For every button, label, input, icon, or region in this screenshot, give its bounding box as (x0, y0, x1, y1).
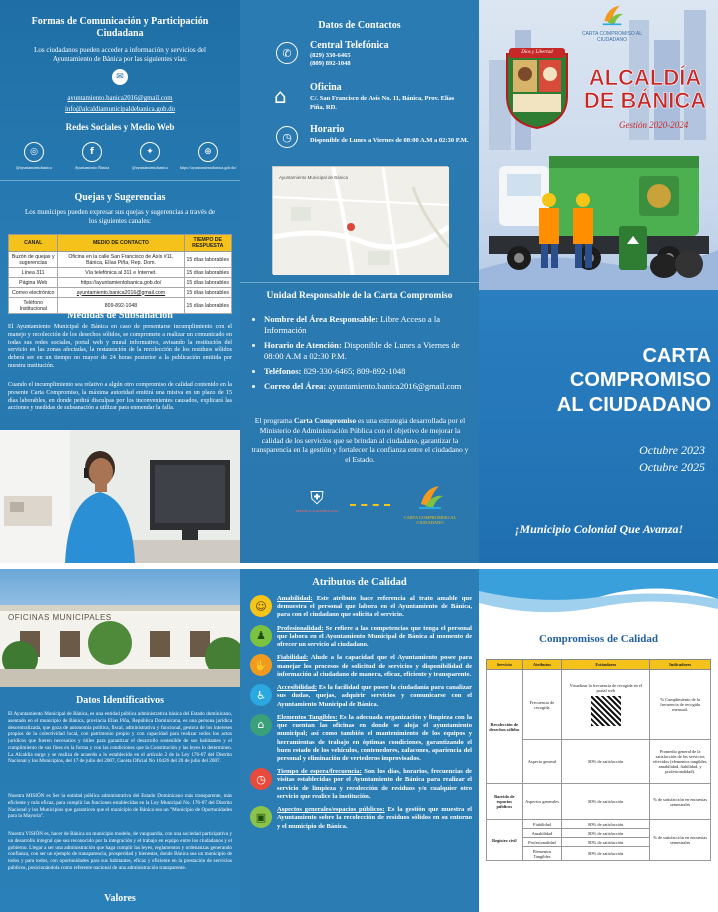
building-photo (0, 569, 240, 687)
panel-quality (479, 569, 718, 912)
contact-cell: ayuntamiento.banica2016@gmail.com (58, 288, 184, 298)
attribute-text: Aspectos generales/espacios públicos: Es la gestión que muestra el Ayuntamiento sobre la recolección de residuos sólidos en su entorno y el municipio de Bánica. (277, 806, 472, 830)
carta-logo-icon (599, 4, 625, 26)
social-item-twitter[interactable] (122, 142, 178, 170)
accessibility-icon: ♿ (250, 684, 272, 706)
municipal-seal (499, 48, 575, 130)
remedy-text-1: El Ayuntamiento Municipal de Bánica en caso de presentarse incumplimiento con el manejo y recolección de los desechos sólidos, se compromete a realizar un comunicado en todas sus redes sociales, portal web y mural informativo, avisando la restitución del servicio en las zonas afectadas, la restauración de la recolección de los residuos sólidos deberá ser en un tiempo no mayor de 24 horas posterior a la publicación emitida por nuestra institución. (8, 324, 232, 369)
attribute-name: Elementos Tangibles: (277, 713, 338, 721)
attribute-name: Tiempo de espera/frecuencia: (277, 768, 362, 776)
clock-icon: ◷ (276, 126, 298, 148)
standard-cell: 80% de satisfacción (562, 829, 650, 838)
indicator-cell: % de satisfacción en encuestas semestrales (650, 784, 711, 820)
attribute-name: Amabilidad: (277, 595, 313, 602)
wave-decoration (479, 569, 718, 629)
channel-cell: Correo electrónico (9, 288, 58, 298)
standard-cell: 80% de satisfacción (562, 784, 650, 820)
social-item-instagram[interactable] (6, 142, 62, 170)
truck-illustration (479, 136, 718, 296)
quality-header: Servicio (487, 660, 523, 670)
attribute-row (250, 654, 472, 679)
attribute-cell: Amabilidad (522, 829, 562, 838)
channels-header: TIEMPO DE RESPUESTA (184, 235, 231, 252)
attribute-cell: Elementos Tangibles (522, 847, 562, 861)
office-title: Oficina (310, 82, 342, 93)
identification-text-1: El Ayuntamiento Municipal de Bánica, es una entidad pública administrativa básica del Estado dominicano, asentado en el municipio de Bánica, provincia Elías Piña, República Dominicana, es una persona jurídica descentralizada, que goza de autonomía política, fiscal, administrativa y funcional, gestora de los intereses propios de la colectividad local, con patrimonio propio y con capacidad para realizar todos los actos jurídicos que fueren necesarios y útiles para garantizar el desarrollo sostenible de sus habitantes y el cumplimiento de sus fines en la forma y con las condiciones que la Constitución y las leyes lo determinen. La Alcaldía surge y se realiza de acuerdo a lo establecido en el artículo 2 de la Ley 176-07 del Distrito Nacional y los Municipios, del 17 de julio del 2007, Gaceta Oficial No 10426 del 20 de julio del 2007. (8, 711, 232, 765)
unit-value: Disponible de Lunes a Viernes de 08:00 A.M a 02:30 P.M. (264, 340, 460, 361)
service-cell: Barrido de espacios públicos (487, 784, 523, 820)
unit-label: Teléfonos: (264, 366, 302, 376)
channels-header: MEDIO DE CONTACTO (58, 235, 184, 252)
panel-cover (479, 0, 718, 563)
phone-number-1[interactable]: (829) 330-6465 (310, 52, 351, 59)
map-label: Ayuntamiento Municipal de Bánica (279, 175, 348, 180)
standard-cell: 80% de satisfacción (562, 847, 650, 861)
clock-icon: ◷ (250, 768, 272, 790)
municipal-building-illustration (0, 569, 240, 687)
table-row (9, 268, 232, 278)
unit-label: Correo del Área: (264, 381, 327, 391)
contact-cell: Vía telefónica al 311 e Internet. (58, 268, 184, 278)
instagram-label: @ayuntamientobanica (16, 165, 52, 170)
qr-code-icon[interactable] (591, 696, 621, 726)
standard-cell: 80% de satisfacción (562, 838, 650, 847)
attributes-title: Atributos de Calidad (312, 577, 407, 588)
indicator-cell: % Cumplimiento de la frecuencia de recogida mensual. (650, 670, 711, 740)
building-sign: OFICINAS MUNICIPALES (8, 613, 112, 622)
panel-identification (0, 569, 240, 912)
program-text: El programa Carta Compromiso es una estrategia desarrollada por el Ministerio de Administración Pública con el objetivo de mejorar la calidad de los servicios que se brindan al ciudadano, garantizar la transparencia en la gestión y fortalecer la confianza entre el ciudadano y el Estado. (251, 416, 469, 464)
phone-block (310, 40, 470, 67)
carta-logo-icon (415, 484, 445, 510)
table-row (9, 252, 232, 268)
attribute-cell: Profesionalidad (522, 838, 562, 847)
channel-cell: Página Web (9, 278, 58, 288)
unit-value: Libre Acceso a la Información (264, 314, 441, 335)
attribute-cell: Aspectos generales (522, 784, 562, 820)
office-address: C/. San Francisco de Asís No. 11, Bánica, Prov. Elías Piña, RD. (310, 95, 455, 111)
table-row (487, 670, 711, 740)
cover-title (489, 344, 711, 417)
unit-label: Nombre del Área Responsable: (264, 314, 379, 324)
list-item (264, 381, 472, 392)
date-end: Octubre 2025 (639, 460, 705, 475)
cover-slogan: ¡Municipio Colonial Que Avanza! (514, 522, 684, 536)
republic-seal (295, 488, 339, 528)
attribute-text: Tiempo de espera/frecuencia: Son los días, horarios, frecuencias de visitas establecidas por el Ayuntamiento de Bánica para realizar el servicio de limpieza y recolección de residuos y/o cualquier otro servicio que realice la institución. (277, 768, 472, 800)
program-bold: Carta Compromiso (293, 416, 357, 425)
attribute-name: Accesibilidad: (277, 684, 317, 692)
attributes-list (250, 595, 472, 836)
service-cell: Recolección de desechos sólidos (487, 670, 523, 784)
web-label: https://ayuntamientobanica.gob.do/ (180, 165, 237, 170)
phone-icon: ✆ (276, 42, 300, 66)
complaints-text: Los munícipes pueden expresar sus quejas y sugerencias a través de los siguientes canales: (24, 208, 216, 225)
seal-illustration (499, 48, 575, 130)
attribute-name: Profesionalidad: (277, 624, 324, 632)
time-cell: 15 días laborables (184, 252, 231, 268)
attribute-cell: Fiabilidad (522, 820, 562, 829)
time-cell: 15 días laborables (184, 298, 231, 314)
carta-logo-label: CARTA COMPROMISO AL CIUDADANO (581, 31, 643, 43)
contact-cell: https://ayuntamientobanica.gob.do/ (58, 278, 184, 288)
location-map[interactable] (272, 166, 448, 274)
cover-dates (579, 442, 705, 477)
attribute-text: Profesionalidad: Se refiere a las competencias que tenga el personal que labora en el Ayuntamiento Municipal de Bánica al momento de ofrecer un servicio al ciudadano. (277, 624, 472, 649)
unit-title: Unidad Responsable de la Carta Compromiso (266, 291, 453, 301)
brochure-inside (0, 563, 718, 912)
divider (240, 282, 479, 283)
email-icon: ✉ (112, 69, 128, 85)
standard-cell: 80% de satisfacción (562, 740, 650, 784)
complaints-title: Quejas y Sugerencias (74, 192, 166, 203)
email-link-2[interactable]: info@alcaldiamunicipaldebanica.gob.do (64, 106, 176, 113)
indicator-cell: % de satisfacción en encuestas semestrales (650, 820, 711, 861)
time-cell: 15 días laborables (184, 288, 231, 298)
web-icon: ⊕ (198, 142, 218, 162)
smiley-icon: ☺ (250, 595, 272, 617)
contacts-title: Datos de Contactos (318, 20, 401, 31)
gestion-label: Gestión 2020-2024 (619, 120, 689, 130)
channel-cell: Teléfono Institucional (9, 298, 58, 314)
shield-icon: ⛨ (310, 488, 324, 509)
quality-title: Compromisos de Calidad (539, 633, 658, 645)
table-row (487, 820, 711, 829)
time-cell: 15 días laborables (184, 268, 231, 278)
quality-header: Indicadores (650, 660, 711, 670)
unit-value: 829-330-6465; 809-892-1048 (303, 366, 406, 376)
facebook-label: Ayuntamiento Bánica (74, 165, 110, 170)
phone-number-2[interactable]: (809) 892-1048 (310, 60, 351, 67)
hours-block (310, 124, 470, 146)
panel-contacts (240, 0, 479, 563)
carta-logo-top (577, 4, 647, 43)
attribute-text: Fiabilidad: Alude a la capacidad que el Ayuntamiento posee para manejar los procesos de solicitud de servicios y disponibilidad de información al ciudadano de manera, eficaz, eficiente y transparente. (277, 654, 472, 678)
communication-text: Los ciudadanos pueden acceder a información y servicios del Ayuntamiento de Bánica por las siguientes vías: (34, 46, 206, 63)
attribute-row (250, 595, 472, 620)
twitter-icon: ✦ (140, 142, 160, 162)
facebook-icon: f (82, 142, 102, 162)
indicator-cell: Promedio general de la satisfacción de los servicios ofrecidos (elementos tangibles, amabilidad, fiabilidad, y profesionalidad). (650, 740, 711, 784)
wave-illustration (479, 569, 718, 629)
list-item (264, 366, 472, 377)
list-item (264, 314, 472, 336)
contact-cell: Oficina en la calle San Francisco de Asís #11, Bánica, Elías Piña, Rep. Dom. (58, 252, 184, 268)
attribute-name: Aspectos generales/espacios públicos: (277, 806, 385, 814)
attribute-row (250, 684, 472, 709)
table-row (487, 784, 711, 820)
table-row (9, 278, 232, 288)
identification-title: Datos Identificativos (75, 695, 165, 706)
table-row (9, 288, 232, 298)
channel-cell: Buzón de quejas y sugerencias (9, 252, 58, 268)
phone-title: Central Telefónica (310, 40, 389, 51)
tangible-icon: ⌂ (250, 714, 272, 736)
remedy-text-2: Cuando el incumplimiento sea relativo a algún otro compromiso de calidad contenido en la presente Carta Compromiso, la máxima autoridad emitirá una misiva en un plazo de 15 días laborables, en donde pedirá disculpas por los inconvenientes causados, explicará las acciones y medidas de subsanación a utilizar para enmendar la falla. (8, 382, 232, 412)
unit-list (264, 314, 472, 396)
values-title: Valores (104, 893, 136, 904)
cover-title-line-2: COMPROMISO (569, 369, 711, 392)
channels-table (8, 234, 232, 314)
standard-cell: Visualizar la frecuencia de recogida en el portal web (562, 670, 650, 740)
cover-title-line-3: AL CIUDADANO (556, 393, 711, 416)
email-link-1[interactable]: ayuntamiento.banica2016@gmail.com (67, 95, 173, 102)
seal-banner: Dios y Libertad (509, 48, 565, 58)
cover-title-line-1: CARTA (642, 345, 711, 367)
mission-text: Nuestra MISIÓN es Ser la entidad pública administrativa del Estado Dominicano más transparente, más eficiente y más eficaz, para cumplir las funciones establecidas en la Ley Municipal No. 176-07 del Distrito Nacional y los Municipios que garanticen que el municipio de Bánica sea un "Municipio de Oportunidades para la Mayoría". (8, 793, 232, 820)
unit-value: ayuntamiento.banica2016@gmail.com (328, 381, 462, 391)
banica-word: DE BÁNICA (583, 88, 707, 114)
panel-attributes (240, 569, 479, 912)
alcaldia-title (575, 66, 715, 112)
attribute-text: Accesibilidad: Es la facilidad que posee la ciudadanía para canalizar sus dudas, quejas, adquirir servicios y comunicarse con el Ayuntamiento Municipal de Bánica. (277, 684, 472, 708)
carta-logo-label: CARTA COMPROMISO AL CIUDADANO (403, 515, 457, 525)
attribute-row (250, 768, 472, 801)
communication-title: Formas de Comunicación y Participación Ciudadana (31, 16, 209, 39)
professional-icon: ♟ (250, 625, 272, 647)
quality-header: Estándares (562, 660, 650, 670)
office-scene-illustration (0, 430, 240, 563)
hours-title: Horario (310, 124, 345, 135)
handshake-icon: ✋ (250, 654, 272, 676)
unit-label: Horario de Atención: (264, 340, 342, 350)
home-icon: ⌂ (274, 84, 287, 108)
attribute-name: Fiabilidad: (277, 654, 309, 662)
carta-logo-small (398, 484, 462, 525)
office-photo (0, 430, 240, 563)
quality-header: Atributos (522, 660, 562, 670)
office-block (310, 82, 470, 113)
general-aspects-icon: ▣ (250, 806, 272, 828)
vision-text: Nuestra VISIÓN es, hacer de Bánica un municipio modelo, de vanguardia, con una sociedad participativa y un desarrollo integral que sea reconocido por la integración y el trabajo en equipo entre los ciudadanos y el gobierno. Llegar a ser una administración que haga cumplir las leyes, reglamentos y ordenanzas generando confianza, con ser un ejemplo de transparencia, prosperidad y bienestar, donde Bánica sea un municipio de todos y para todos, con oportunidades para sus habitantes, eficaz y eficiente en la prestación de servicios públicos, posicionándola como referente nacional de una administración transparente. (8, 831, 232, 871)
attribute-cell: Frecuencia de recogida (522, 670, 562, 740)
date-start: Octubre 2023 (639, 443, 705, 457)
map-illustration (273, 167, 449, 275)
panel-communication (0, 0, 240, 563)
divider (0, 180, 240, 181)
quality-table (486, 659, 711, 861)
attribute-cell: Aspecto general (522, 740, 562, 784)
garbage-truck-icon (479, 136, 718, 296)
twitter-label: @ayuntamientobanica (132, 165, 168, 170)
time-cell: 15 días laborables (184, 278, 231, 288)
contact-cell: 809-892-1048 (58, 298, 184, 314)
social-item-web[interactable] (180, 142, 236, 170)
republic-label: REPÚBLICA DOMINICANA (295, 509, 339, 513)
attribute-row (250, 625, 472, 650)
hours-text: Disponible de Lunes a Viernes de 08:00 A.M a 02:30 P.M. (310, 137, 469, 144)
divider (350, 504, 390, 506)
attribute-text: Elementos Tangibles: Es la adecuada organización y limpieza con la que cuentan las oficinas en donde se aloja el ayuntamiento municipal; así como también el mantenimiento de los equipos y herramientas de trabajo en óptimas condiciones, garantizando el buen estado de los vehículos, contenedores, zafacones, apariencia del personal y eliminación de vertederos improvisados. (277, 713, 473, 762)
attribute-row (250, 714, 472, 763)
social-item-facebook[interactable] (64, 142, 120, 170)
standard-cell: 80% de satisfacción (562, 820, 650, 829)
channel-cell: Línea 311 (9, 268, 58, 278)
channels-header: CANAL (9, 235, 58, 252)
attribute-row (250, 806, 472, 831)
attribute-text: Amabilidad: Este atributo hace referencia al trato amable que demuestra el personal que labora en el Ayuntamiento de Bánica, para con el ciudadano que solicita el servicio. (277, 595, 472, 619)
remedy-title: Medidas de Subsanación (67, 310, 173, 321)
instagram-icon: ◎ (24, 142, 44, 162)
social-title: Redes Sociales y Medio Web (65, 122, 175, 132)
social-row (6, 142, 236, 170)
service-cell: Registro civil (487, 820, 523, 861)
alcaldia-word: ALCALDÍA (588, 65, 702, 90)
list-item (264, 340, 472, 362)
